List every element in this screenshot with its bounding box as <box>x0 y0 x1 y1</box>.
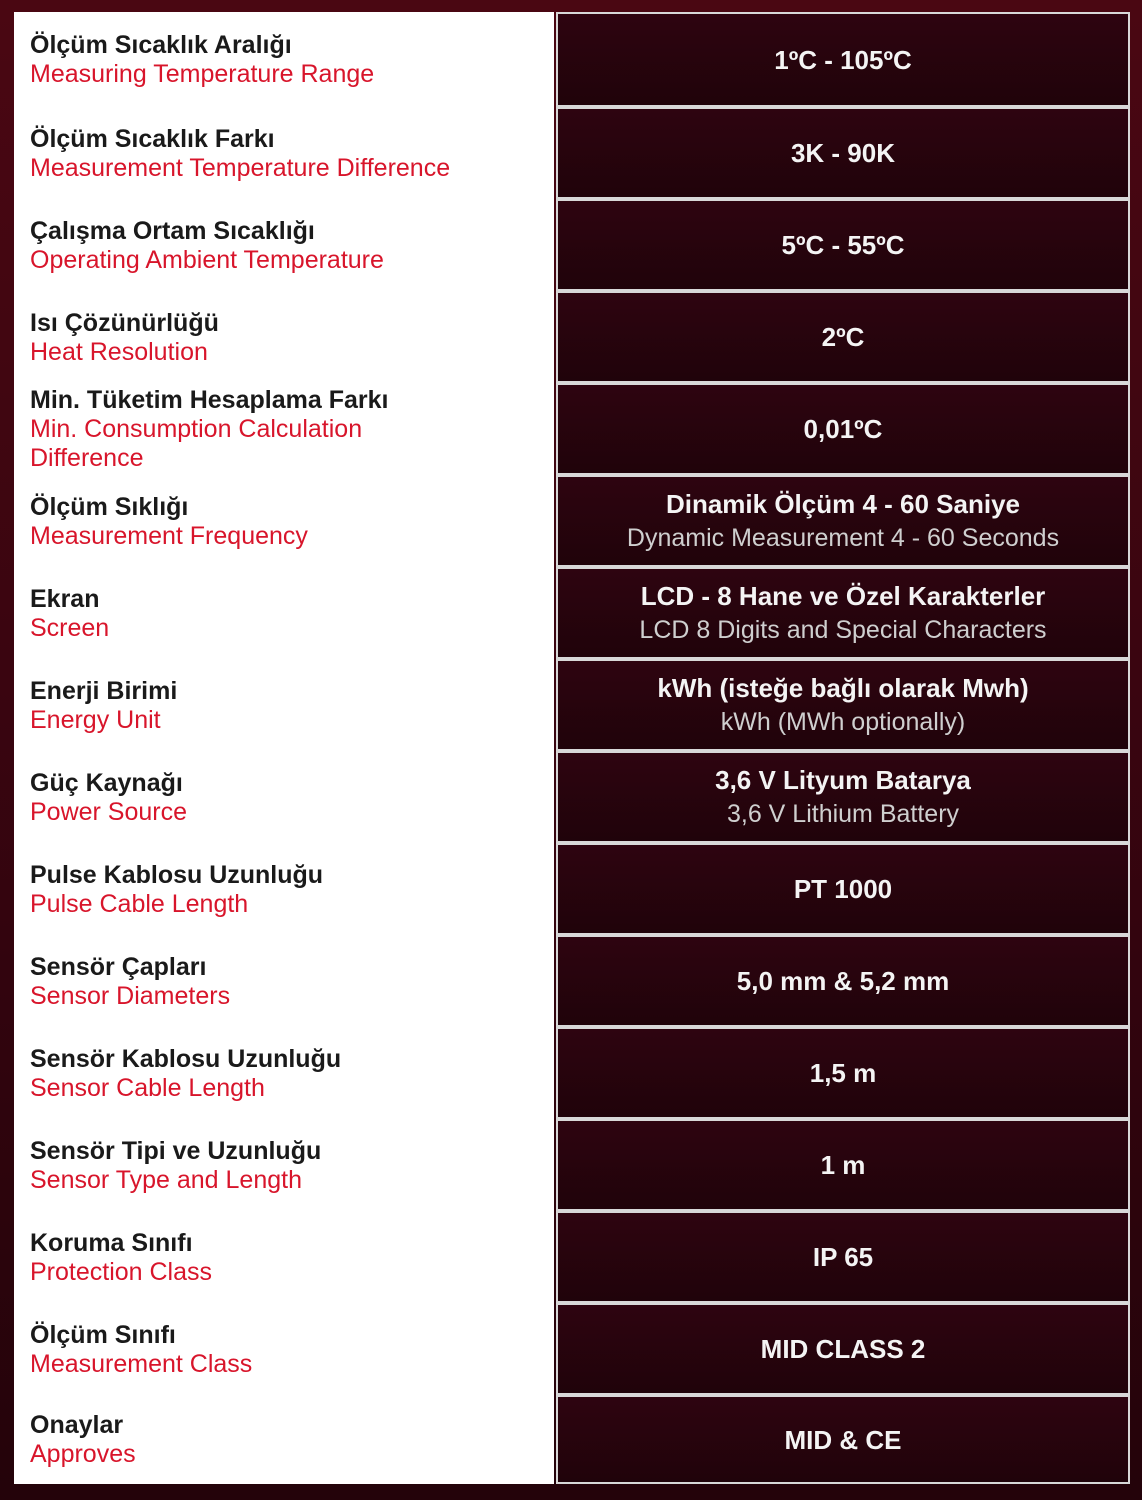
spec-value-cell <box>556 475 1130 567</box>
spec-label-tr: Ölçüm Sıklığı <box>30 492 189 521</box>
spec-row <box>14 567 1132 659</box>
spec-value: PT 1000 <box>793 874 893 904</box>
spec-label-en: Measurement Temperature Difference <box>30 153 451 182</box>
spec-value-cell <box>556 1119 1130 1211</box>
spec-label-en: Energy Unit <box>30 705 161 734</box>
spec-row <box>14 1211 1132 1303</box>
spec-label <box>30 1027 550 1119</box>
spec-row <box>14 659 1132 751</box>
spec-value: 1,5 m <box>809 1058 877 1088</box>
spec-value: 3,6 V Lityum Batarya <box>715 765 971 795</box>
spec-value-cell <box>556 107 1130 199</box>
spec-label <box>30 383 550 475</box>
spec-value: 1ºC - 105ºC <box>774 44 912 75</box>
spec-value-cell <box>556 1395 1130 1484</box>
spec-row <box>14 843 1132 935</box>
spec-value-cell <box>556 1027 1130 1119</box>
spec-label-tr: Onaylar <box>30 1411 124 1439</box>
spec-value-cell <box>556 935 1130 1027</box>
spec-label-en: Approves <box>30 1440 136 1468</box>
spec-value: Dinamik Ölçüm 4 - 60 Saniye <box>665 489 1021 519</box>
spec-value-cell <box>556 291 1130 383</box>
spec-label <box>30 1211 550 1303</box>
spec-value: IP 65 <box>812 1242 874 1272</box>
spec-label-tr: Ölçüm Sıcaklık Farkı <box>30 124 275 153</box>
spec-label <box>30 475 550 567</box>
spec-label <box>30 659 550 751</box>
spec-label <box>30 12 550 107</box>
spec-label-en: Sensor Type and Length <box>30 1165 302 1194</box>
spec-label <box>30 843 550 935</box>
spec-value: 3K - 90K <box>790 138 896 168</box>
spec-value-cell <box>556 1303 1130 1395</box>
spec-value: 5ºC - 55ºC <box>781 230 905 260</box>
spec-label-en: Sensor Diameters <box>30 981 231 1010</box>
spec-value-en: Dynamic Measurement 4 - 60 Seconds <box>626 524 1060 552</box>
spec-label <box>30 935 550 1027</box>
spec-value-en: kWh (MWh optionally) <box>720 708 966 736</box>
spec-label-tr: Enerji Birimi <box>30 676 178 705</box>
spec-value: MID & CE <box>784 1424 902 1455</box>
spec-label-tr: Sensör Kablosu Uzunluğu <box>30 1044 342 1073</box>
spec-value-cell <box>556 567 1130 659</box>
spec-label-tr: Sensör Tipi ve Uzunluğu <box>30 1136 322 1165</box>
spec-label-tr: Ölçüm Sınıfı <box>30 1320 176 1349</box>
spec-row <box>14 1395 1132 1484</box>
spec-label <box>30 291 550 383</box>
spec-row <box>14 12 1132 107</box>
spec-label-en: Pulse Cable Length <box>30 889 249 918</box>
spec-label-tr: Sensör Çapları <box>30 952 207 981</box>
spec-value-cell <box>556 659 1130 751</box>
spec-row <box>14 935 1132 1027</box>
spec-label-en: Min. Consumption Calculation Difference <box>30 415 363 472</box>
spec-label-tr: Koruma Sınıfı <box>30 1228 193 1257</box>
spec-value: 0,01ºC <box>803 414 883 444</box>
spec-row <box>14 1303 1132 1395</box>
spec-label <box>30 567 550 659</box>
spec-row <box>14 1027 1132 1119</box>
spec-sheet <box>14 12 1132 1484</box>
spec-value-cell <box>556 199 1130 291</box>
spec-label-en: Protection Class <box>30 1257 213 1286</box>
spec-row <box>14 107 1132 199</box>
spec-label-en: Heat Resolution <box>30 337 208 366</box>
spec-label-en: Sensor Cable Length <box>30 1073 265 1102</box>
spec-label-tr: Güç Kaynağı <box>30 768 183 797</box>
spec-value: LCD - 8 Hane ve Özel Karakterler <box>640 581 1046 611</box>
spec-label <box>30 1395 550 1484</box>
spec-value-cell <box>556 383 1130 475</box>
spec-label-tr: Min. Tüketim Hesaplama Farkı <box>30 386 389 414</box>
spec-value-cell <box>556 843 1130 935</box>
spec-row <box>14 751 1132 843</box>
spec-value: MID CLASS 2 <box>760 1334 926 1364</box>
spec-value-en: 3,6 V Lithium Battery <box>726 800 960 828</box>
spec-value: 1 m <box>820 1150 866 1180</box>
spec-label <box>30 199 550 291</box>
spec-label-tr: Pulse Kablosu Uzunluğu <box>30 860 324 889</box>
spec-label-tr: Ekran <box>30 584 100 613</box>
spec-label-en: Operating Ambient Temperature <box>30 245 384 274</box>
spec-label <box>30 107 550 199</box>
spec-label <box>30 1303 550 1395</box>
spec-row <box>14 383 1132 475</box>
spec-value: 2ºC <box>821 322 865 352</box>
spec-value: 5,0 mm & 5,2 mm <box>736 966 950 996</box>
spec-row <box>14 291 1132 383</box>
spec-value-en: LCD 8 Digits and Special Characters <box>639 616 1047 644</box>
spec-value-cell <box>556 751 1130 843</box>
spec-label-tr: Ölçüm Sıcaklık Aralığı <box>30 31 292 59</box>
spec-value-cell <box>556 1211 1130 1303</box>
spec-label-en: Measurement Class <box>30 1349 253 1378</box>
spec-row <box>14 475 1132 567</box>
spec-label-tr: Çalışma Ortam Sıcaklığı <box>30 216 315 245</box>
spec-row <box>14 1119 1132 1211</box>
spec-label-en: Power Source <box>30 797 188 826</box>
spec-label <box>30 751 550 843</box>
spec-label <box>30 1119 550 1211</box>
spec-value: kWh (isteğe bağlı olarak Mwh) <box>657 673 1029 703</box>
spec-row <box>14 199 1132 291</box>
spec-label-en: Screen <box>30 613 110 642</box>
spec-value-cell <box>556 12 1130 107</box>
spec-label-en: Measuring Temperature Range <box>30 60 375 88</box>
spec-label-tr: Isı Çözünürlüğü <box>30 308 219 337</box>
spec-label-en: Measurement Frequency <box>30 521 308 550</box>
